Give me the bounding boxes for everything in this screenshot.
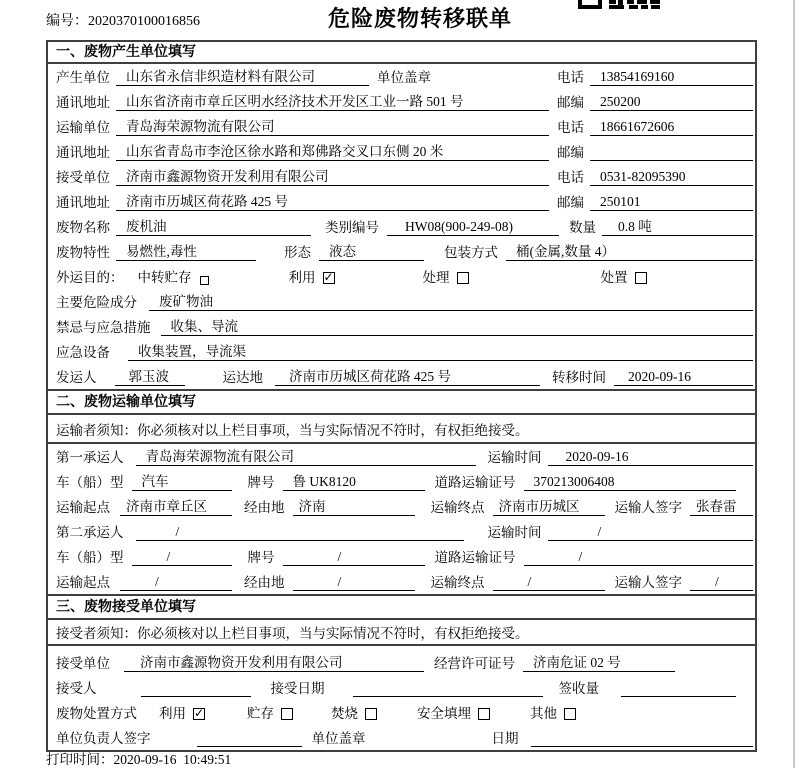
seal-date-label: 日期 bbox=[491, 731, 519, 746]
responsible-sign-row bbox=[48, 725, 755, 750]
checkbox-disposal-utilize-checked-icon bbox=[193, 708, 205, 720]
emergency-measures-row bbox=[48, 314, 755, 339]
receiver-value-field: 济南市鑫源物资开发利用有限公司 bbox=[116, 165, 549, 186]
unit-seal-label: 单位盖章 bbox=[377, 70, 431, 85]
waste-name-row bbox=[48, 214, 755, 239]
waste-name-field: 废机油 bbox=[116, 215, 311, 236]
sign-qty-label: 签收量 bbox=[558, 681, 599, 696]
route2-via-label: 经由地 bbox=[244, 575, 285, 590]
responsible-sign-field bbox=[197, 730, 302, 747]
first-carrier-label: 第一承运人 bbox=[56, 450, 124, 465]
transporter-tel-label: 电话 bbox=[557, 120, 584, 135]
producer-label: 产生单位 bbox=[56, 70, 110, 85]
seal-date-field bbox=[531, 730, 754, 747]
road-license1-field: 370213006408 bbox=[524, 474, 736, 491]
accept-person-label: 接受人 bbox=[56, 681, 97, 696]
disposal-option-landfill: 安全填埋 bbox=[417, 706, 471, 721]
accept-unit-row bbox=[48, 646, 755, 675]
route1-sign-label: 运输人签字 bbox=[614, 500, 682, 515]
emergency-equipment-row bbox=[48, 339, 755, 364]
plate2-label: 牌号 bbox=[247, 550, 275, 565]
checkbox-disposal-incinerate-icon bbox=[365, 708, 377, 720]
window-right-edge bbox=[793, 0, 795, 768]
receiver-addr-field: 济南市历城区荷花路 425 号 bbox=[116, 190, 549, 211]
producer-zip-field: 250200 bbox=[590, 94, 753, 111]
vehicle1-type-label: 车（船）型 bbox=[56, 475, 124, 490]
form-table bbox=[46, 40, 757, 752]
waste-character-row bbox=[48, 239, 755, 264]
producer-tel-field: 13854169160 bbox=[590, 69, 753, 86]
document-header bbox=[0, 0, 796, 40]
transporter-zip-field bbox=[590, 144, 753, 161]
checkbox-disposal-landfill-icon bbox=[478, 708, 490, 720]
print-time bbox=[46, 748, 231, 768]
disposal-option-store: 贮存 bbox=[247, 706, 274, 721]
transporter-notice: 运输者须知：你必须核对以上栏目事项，当与实际情况不符时，有权拒绝接受。 bbox=[48, 415, 755, 444]
transporter-address-row bbox=[48, 139, 755, 164]
second-carrier-row bbox=[48, 519, 755, 544]
route1-end-label: 运输终点 bbox=[430, 500, 485, 515]
vehicle1-row bbox=[48, 469, 755, 494]
purpose-option-storage: 中转贮存 bbox=[137, 270, 192, 285]
destination-label: 运达地 bbox=[222, 370, 263, 385]
waste-code-label: 类别编号 bbox=[325, 220, 379, 235]
page-title: 危险废物转移联单 bbox=[328, 6, 513, 31]
plate2-field: / bbox=[283, 549, 425, 566]
vehicle2-row bbox=[48, 544, 755, 569]
waste-form-label: 形态 bbox=[284, 245, 311, 260]
receiver-tel-label: 电话 bbox=[557, 170, 584, 185]
road-license1-label: 道路运输证号 bbox=[434, 475, 516, 490]
disposal-option-incinerate: 焚烧 bbox=[331, 706, 358, 721]
sign-qty-field bbox=[621, 680, 736, 697]
permit-label: 经营许可证号 bbox=[434, 656, 515, 671]
accept-unit-field: 济南市鑫源物资开发利用有限公司 bbox=[124, 651, 424, 672]
checkbox-disposal-other-icon bbox=[564, 708, 576, 720]
accept-date-field bbox=[353, 680, 543, 697]
receiver-row bbox=[48, 164, 755, 189]
transporter-value-field: 青岛海荣源物流有限公司 bbox=[116, 115, 549, 136]
route2-start-field: / bbox=[120, 574, 232, 591]
transfer-time-field: 2020-09-16 bbox=[614, 369, 753, 386]
checkbox-disposal-store-icon bbox=[281, 708, 293, 720]
dispatcher-label: 发运人 bbox=[56, 370, 97, 385]
plate1-field: 鲁 UK8120 bbox=[283, 470, 425, 491]
producer-zip-label: 邮编 bbox=[557, 95, 584, 110]
route2-end-label: 运输终点 bbox=[430, 575, 485, 590]
purpose-option-dispose: 处置 bbox=[600, 270, 628, 285]
producer-addr-label: 通讯地址 bbox=[56, 95, 110, 110]
receiver-zip-field: 250101 bbox=[590, 194, 753, 211]
vehicle2-type-field: / bbox=[132, 549, 232, 566]
qr-code-fragment-icon bbox=[578, 0, 660, 9]
producer-address-row bbox=[48, 89, 755, 114]
transport-time1-field: 2020-09-16 bbox=[548, 449, 754, 466]
waste-character-field: 易燃性,毒性 bbox=[116, 240, 256, 261]
receiver-zip-label: 邮编 bbox=[557, 195, 584, 210]
route2-row bbox=[48, 569, 755, 594]
transport-time2-label: 运输时间 bbox=[487, 525, 542, 540]
dispatcher-field: 郭玉波 bbox=[115, 365, 185, 386]
route1-start-field: 济南市章丘区 bbox=[120, 495, 232, 516]
disposal-label: 废物处置方式 bbox=[56, 706, 137, 721]
waste-qty-field: 0.8 吨 bbox=[602, 215, 753, 236]
route2-sign-label: 运输人签字 bbox=[614, 575, 682, 590]
transporter-tel-field: 18661672606 bbox=[590, 119, 753, 136]
waste-code-field: HW08(900-249-08) bbox=[387, 219, 559, 236]
route2-via-field: / bbox=[293, 574, 415, 591]
equipment-label: 应急设备 bbox=[56, 345, 110, 360]
road-license2-label: 道路运输证号 bbox=[434, 550, 516, 565]
permit-field: 济南危证 02 号 bbox=[523, 651, 675, 672]
disposal-option-utilize: 利用 bbox=[159, 706, 186, 721]
waste-form-field: 液态 bbox=[319, 240, 424, 261]
producer-row bbox=[48, 64, 755, 89]
route1-start-label: 运输起点 bbox=[56, 500, 110, 515]
route2-sign-field: / bbox=[690, 574, 753, 591]
waste-name-label: 废物名称 bbox=[56, 220, 110, 235]
responsible-sign-label: 单位负责人签字 bbox=[56, 731, 151, 746]
transporter-zip-label: 邮编 bbox=[557, 145, 584, 160]
unit-seal2-label: 单位盖章 bbox=[311, 731, 366, 746]
plate1-label: 牌号 bbox=[247, 475, 275, 490]
transporter-addr-label: 通讯地址 bbox=[56, 145, 110, 160]
second-carrier-field: / bbox=[136, 524, 464, 541]
section2-title: 二、废物运输单位填写 bbox=[48, 391, 755, 415]
producer-tel-label: 电话 bbox=[557, 70, 584, 85]
packing-label: 包装方式 bbox=[444, 245, 498, 260]
hazard-label: 主要危险成分 bbox=[56, 295, 137, 310]
route1-end-field: 济南市历城区 bbox=[493, 495, 605, 516]
first-carrier-row bbox=[48, 444, 755, 469]
accept-unit-label: 接受单位 bbox=[56, 656, 110, 671]
first-carrier-field: 青岛海荣源物流有限公司 bbox=[136, 445, 476, 466]
second-carrier-label: 第二承运人 bbox=[56, 525, 124, 540]
dispatcher-row bbox=[48, 364, 755, 389]
section3-title: 三、废物接受单位填写 bbox=[48, 596, 755, 620]
transporter-label: 运输单位 bbox=[56, 120, 110, 135]
producer-value-field: 山东省永信非织造材料有限公司 bbox=[116, 65, 369, 86]
purpose-option-treat: 处理 bbox=[422, 270, 450, 285]
serial-value: 2020370100016856 bbox=[88, 14, 200, 29]
transfer-time-label: 转移时间 bbox=[552, 370, 606, 385]
disposal-option-other: 其他 bbox=[530, 706, 557, 721]
waste-character-label: 废物特性 bbox=[56, 245, 110, 260]
receiver-addr-label: 通讯地址 bbox=[56, 195, 110, 210]
transfer-purpose-row bbox=[48, 264, 755, 289]
emergency-label: 禁忌与应急措施 bbox=[56, 320, 151, 335]
route2-end-field: / bbox=[493, 574, 605, 591]
transporter-addr-field: 山东省青岛市李沧区徐水路和郑佛路交叉口东侧 20 米 bbox=[116, 140, 549, 161]
receiver-tel-field: 0531-82095390 bbox=[590, 169, 753, 186]
vehicle2-type-label: 车（船）型 bbox=[56, 550, 124, 565]
print-time-value: 2020-09-16 10:49:51 bbox=[113, 752, 232, 767]
hazard-field: 废矿物油 bbox=[149, 290, 753, 311]
road-license2-field: / bbox=[524, 549, 754, 566]
producer-addr-field: 山东省济南市章丘区明水经济技术开发区工业一路 501 号 bbox=[116, 90, 549, 111]
checkbox-dispose-icon bbox=[635, 272, 647, 284]
route1-via-label: 经由地 bbox=[244, 500, 285, 515]
route1-via-field: 济南 bbox=[293, 495, 415, 516]
disposal-method-row bbox=[48, 700, 755, 725]
route2-start-label: 运输起点 bbox=[56, 575, 110, 590]
checkbox-utilize-checked-icon bbox=[323, 272, 335, 284]
section-producer bbox=[48, 42, 755, 389]
transport-time2-field: / bbox=[548, 524, 754, 541]
serial-label: 编号： bbox=[46, 14, 88, 29]
equipment-field: 收集装置，导流渠 bbox=[128, 340, 753, 361]
emergency-field: 收集、导流 bbox=[161, 315, 754, 336]
packing-field: 桶(金属,数量 4） bbox=[506, 240, 753, 261]
route1-sign-field: 张春雷 bbox=[690, 495, 753, 516]
receiver-notice: 接受者须知：你必须核对以上栏目事项，当与实际情况不符时，有权拒绝接受。 bbox=[48, 620, 755, 646]
hazard-component-row bbox=[48, 289, 755, 314]
purpose-option-utilize: 利用 bbox=[288, 270, 316, 285]
vehicle1-type-field: 汽车 bbox=[132, 470, 232, 491]
purpose-label: 外运目的： bbox=[56, 270, 124, 285]
checkbox-treat-icon bbox=[457, 272, 469, 284]
receiver-label: 接受单位 bbox=[56, 170, 110, 185]
receiver-address-row bbox=[48, 189, 755, 214]
section-transporter bbox=[48, 389, 755, 594]
route1-row bbox=[48, 494, 755, 519]
accept-person-row bbox=[48, 675, 755, 700]
checkbox-storage-icon bbox=[200, 276, 209, 285]
check-icon: ✓ bbox=[193, 706, 205, 720]
destination-field: 济南市历城区荷花路 425 号 bbox=[275, 365, 540, 386]
transport-time1-label: 运输时间 bbox=[487, 450, 542, 465]
check-icon: ✓ bbox=[323, 270, 334, 284]
section-receiver bbox=[48, 594, 755, 750]
waste-qty-label: 数量 bbox=[569, 220, 596, 235]
section1-title: 一、废物产生单位填写 bbox=[48, 42, 755, 64]
transporter-row bbox=[48, 114, 755, 139]
serial-number bbox=[46, 10, 200, 30]
print-time-label: 打印时间： bbox=[46, 752, 114, 767]
accept-person-field bbox=[141, 680, 251, 697]
accept-date-label: 接受日期 bbox=[270, 681, 325, 696]
